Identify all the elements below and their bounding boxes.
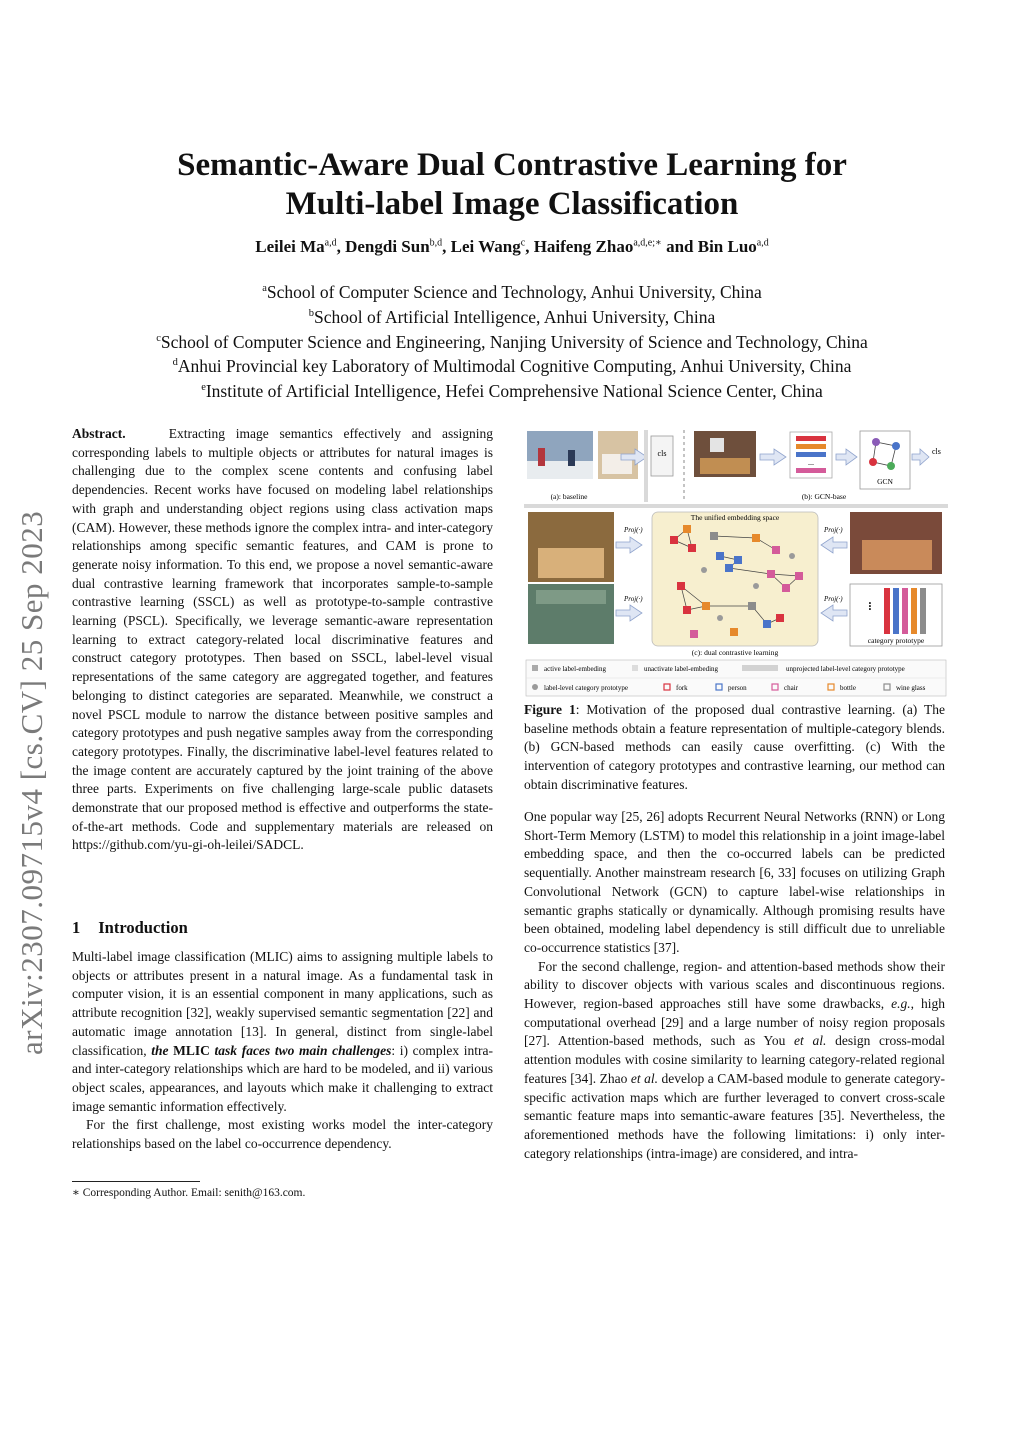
embedding-bar: [796, 436, 826, 441]
chair-embedding: [782, 584, 790, 592]
photo-person: [538, 448, 545, 466]
fork-embedding: [688, 544, 696, 552]
prototype-point: [701, 567, 707, 573]
photo-table: [700, 458, 750, 474]
embedding-space-title: The unified embedding space: [690, 513, 780, 522]
arrow-icon: [912, 449, 929, 465]
chair-embedding: [772, 546, 780, 554]
title-line-1: Semantic-Aware Dual Contrastive Learning for: [177, 147, 847, 183]
author: Dengdi Sun$^{b,d}$,: [345, 237, 451, 256]
fork-embedding: [776, 614, 784, 622]
prototype-bar-person: [893, 588, 899, 634]
panel-divider: [524, 504, 948, 508]
affiliation: $^a$School of Computer Science and Technology, Anhui University, China: [262, 281, 762, 302]
bottle-embedding: [730, 628, 738, 636]
legend-swatch: [532, 665, 538, 671]
caption-label: Figure 1: [524, 702, 576, 717]
section-title: Introduction: [98, 918, 188, 937]
prototype-bar-fork: [884, 588, 890, 634]
proj-label: Proj(·): [824, 526, 843, 534]
panel-c-caption: (c): dual contrastive learning: [691, 648, 779, 657]
person-embedding: [763, 620, 771, 628]
bottle-embedding: [683, 525, 691, 533]
panel-b-caption: (b): GCN-base: [801, 492, 847, 501]
wine-glass-embedding: [748, 602, 756, 610]
arrow-icon: [836, 449, 857, 465]
proj-label: Proj(·): [824, 595, 843, 603]
caption-text: : Motivation of the proposed dual contrastive learning. (a) The baseline methods obtain a feature representation of multiple-category blends. (b) GCN-based methods can easily cause overfitting. (c) With the intervention of category prototypes and contrastive learning, our method can obtain discriminative features.: [524, 702, 945, 792]
section-heading: [72, 918, 188, 938]
gcn-label: GCN: [877, 477, 893, 486]
affiliations: [0, 278, 1024, 402]
footnote-rule: [72, 1181, 200, 1182]
fork-embedding: [677, 582, 685, 590]
abstract-label: Abstract.: [72, 426, 126, 441]
photo-person: [568, 450, 575, 466]
affiliation: $^b$School of Artificial Intelligence, Anhui University, China: [308, 306, 716, 327]
arxiv-stamp: arXiv:2307.09715v4 [cs.CV] 25 Sep 2023: [14, 510, 49, 1055]
legend-label: wine glass: [896, 684, 926, 692]
legend-label: bottle: [840, 684, 856, 692]
person-embedding: [734, 556, 742, 564]
bottle-embedding: [702, 602, 710, 610]
fork-embedding: [683, 606, 691, 614]
paper-title: [0, 146, 1024, 224]
ellipsis: ...: [866, 601, 880, 611]
person-embedding: [716, 552, 724, 560]
legend-label: fork: [676, 684, 688, 692]
figure-caption: [524, 701, 945, 795]
legend-label: unprojected label-level category prototype: [786, 665, 905, 673]
author: Leilei Ma$^{a,d}$,: [255, 237, 346, 256]
author-list: [0, 237, 1024, 257]
category-prototype-label: category prototype: [867, 636, 925, 645]
graph-node: [892, 442, 900, 450]
right-column-body: [524, 808, 945, 1163]
legend-label: label-level category prototype: [544, 684, 628, 692]
photo-face-blur: [710, 438, 724, 452]
prototype-point: [789, 553, 795, 559]
embedding-bar: [796, 468, 826, 473]
graph-node: [869, 458, 877, 466]
embedding-bar: [796, 444, 826, 449]
fork-embedding: [670, 536, 678, 544]
photo-table: [862, 540, 932, 570]
paragraph: Multi-label image classification (MLIC) aims to assigning multiple labels to objects or attributes present in a natural image. As a fundamental task in computer vision, it is an essential component in many applications, such as attribute recognition [32], weakly supervised semantic segmentation [22] and automatic image annotation [13]. In general, distinct from single-label classification, the MLIC task faces two main challenges: i) complex intra- and inter-category relationships which are hard to be modeled, and ii) various object scales, appearances, and layouts which make it challenging to extract image semantic information effectively.: [72, 949, 493, 1114]
photo-shelves: [536, 590, 606, 604]
affiliation: $^c$School of Computer Science and Engineering, Nanjing University of Science and Technology, China: [156, 331, 868, 352]
embedding-bar: [796, 452, 826, 457]
proj-label: Proj(·): [624, 526, 643, 534]
arrow-icon: [760, 449, 786, 465]
person-embedding: [725, 564, 733, 572]
arrow-icon: [821, 605, 847, 621]
cls-label: cls: [657, 449, 667, 458]
affiliation: $^e$Institute of Artificial Intelligence, Hefei Comprehensive National Science Center, China: [201, 381, 823, 402]
title-line-2: Multi-label Image Classification: [285, 186, 739, 222]
graph-node: [872, 438, 880, 446]
legend-swatch: [532, 684, 538, 690]
ellipsis: ...: [808, 458, 814, 467]
footnote: ∗ Corresponding Author. Email: senith@163.com.: [72, 1187, 306, 1199]
paragraph: For the second challenge, region- and attention-based methods show their ability to discover objects with various scales and discontinuous regions. However, region-based approaches still have some drawbacks, e.g., high computational overhead [29] and a large number of noisy region proposals [27]. Attention-based methods, such as You et al. design cross-modal attention modules with cosine similarity to learning category-related regional features [34]. Zhao et al. develop a CAM-based module to generate category-specific activation maps which are further leveraged to convert cross-scale semantic feature maps into semantic-aware features [35]. Nevertheless, the aforementioned methods have the following limitations: i) only inter-category relationships (intra-image) are considered, and intra-: [524, 958, 946, 1161]
cls-label: cls: [932, 447, 941, 456]
author: Lei Wang$^c$,: [450, 237, 534, 256]
prototype-bar-chair: [902, 588, 908, 634]
figure-1: [524, 428, 948, 698]
paragraph: One popular way [25, 26] adopts Recurrent Neural Networks (RNN) or Long Short-Term Memory (LSTM) to model this relationship in a joint image-label embedding space, and then the co-occurred labels can be predicted sequentially. Another mainstream research [6, 33] focuses on utilizing Graph Convolutional Network (GCN) to capture label-wise relationships in semantic graphs statically or dynamically. Although promising results have been obtained, modeling label dependency is still difficult due to unreliable co-occurrence statistics [37].: [524, 809, 945, 955]
prototype-point: [717, 615, 723, 621]
paragraph: For the first challenge, most existing works model the inter-category relationships based on the label co-occurrence dependency.: [72, 1117, 493, 1152]
legend-label: active label-embeding: [544, 665, 606, 673]
legend-label: person: [728, 684, 747, 692]
photo-snow: [527, 461, 593, 479]
legend-label: chair: [784, 684, 798, 692]
chair-embedding: [767, 570, 775, 578]
panel-divider: [644, 430, 648, 502]
author: Haifeng Zhao$^{a,d,e;∗}$ and: [533, 237, 698, 256]
wine-glass-embedding: [710, 532, 718, 540]
photo-table: [538, 548, 604, 578]
legend-label: unactivate label-embeding: [644, 665, 719, 673]
chair-embedding: [690, 630, 698, 638]
affiliation: $^d$Anhui Provincial key Laboratory of Multimodal Cognitive Computing, Anhui University, China: [172, 356, 852, 377]
panel-a-caption: (a): baseline: [550, 492, 588, 501]
arrow-icon: [821, 537, 847, 553]
arrow-icon: [616, 537, 642, 553]
section-number: 1: [72, 918, 81, 937]
author: Bin Luo$^{a,d}$: [697, 237, 769, 256]
figure-1-graphic: [524, 428, 948, 698]
legend-swatch: [742, 665, 778, 671]
abstract-text: Extracting image semantics effectively and assigning corresponding labels to multiple objects or attributes for natural images is challenging due to the complex scene contents and confusing label dependencies. Recent works have focused on modeling label relationships with graph and understanding object regions using class activation maps (CAM). However, these methods ignore the complex intra- and inter-category relationships among specific semantic features, and CAM is prone to generate noisy information. To this end, we propose a novel semantic-aware dual contrastive learning framework that incorporates sample-to-sample contrastive learning (SSCL) as well as prototype-to-sample contrastive learning (PSCL). Specifically, we leverage semantic-aware representation learning to extract category-related local discriminative features and construct category prototypes. Then based on SSCL, label-level visual representations of the same category are aggregated together, and features belonging to distinct categories are separated. Meanwhile, we construct a novel PSCL module to narrow the distance between positive samples and category prototypes and push negative samples away from the corresponding category prototypes. Finally, the discriminative label-level features related to the image content are accurately captured by the joint training of the above three parts. Experiments on five challenging large-scale public datasets demonstrate that our proposed method is effective and outperforms the state-of-the-art methods. Code and supplementary materials are released on https://github.com/yu-gi-oh-leilei/SADCL.: [72, 426, 493, 853]
proj-label: Proj(·): [624, 595, 643, 603]
legend-swatch: [632, 665, 638, 671]
embedding-space: [652, 512, 818, 646]
prototype-bar-wine-glass: [920, 588, 926, 634]
prototype-point: [753, 583, 759, 589]
graph-node: [887, 462, 895, 470]
prototype-bar-bottle: [911, 588, 917, 634]
bottle-embedding: [752, 534, 760, 542]
abstract: [72, 425, 493, 855]
introduction-body: [72, 948, 493, 1154]
arrow-icon: [616, 605, 642, 621]
chair-embedding: [795, 572, 803, 580]
